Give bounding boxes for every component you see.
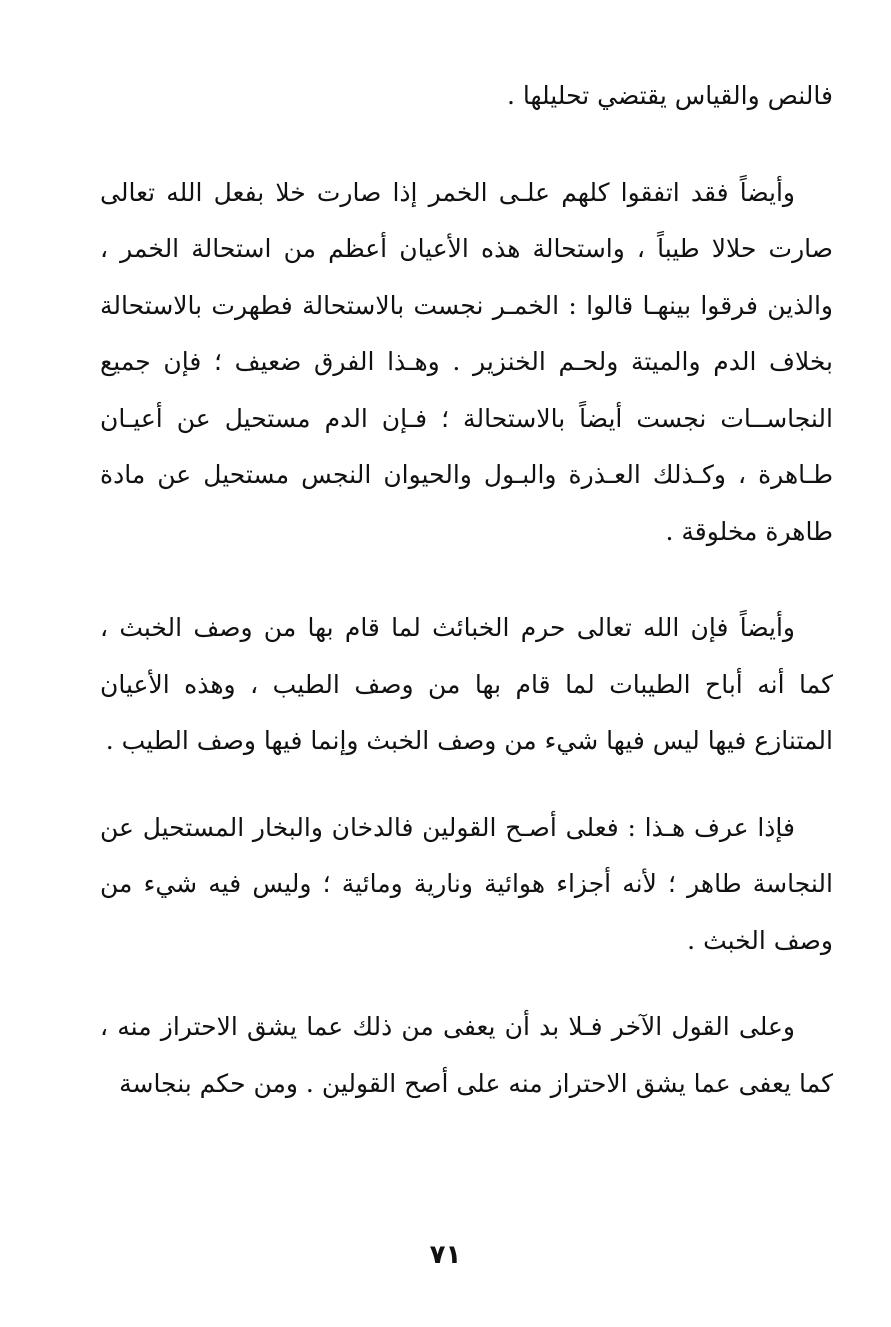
paragraph-gap (100, 560, 833, 600)
page-number: ٧١ (429, 1240, 462, 1270)
paragraph-5: وعلى القول الآخر فـلا بد أن يعفى من ذلك عما يشق الاحتراز منه ، كما يعفى عما يشق الاحتراز منه على أصح القولين . ومن حكم بنجاسة (100, 1012, 833, 1098)
paragraph-3: وأيضاً فإن الله تعالى حرم الخبائث لما قام بها من وصف الخبث ، كما أنه أباح الطيبات لما قام بها من وصف الطيب ، وهذه الأعيان المتنازع فيها ليس فيها شيء من وصف الخبث وإنما فيها وصف الطيب . (100, 613, 833, 755)
paragraph-2: وأيضاً فقد اتفقوا كلهم علـى الخمر إذا صارت خلا بفعل الله تعالى صارت حلالا طيباً ، واستحالة هذه الأعيان أعظم من استحالة الخمر ، والذين فرقوا بينهـا قالوا : الخمـر نجست بالاستحالة فطهرت بالاستحالة بخلاف الدم والميتة ولحـم الخنزير . وهـذا الفرق ضعيف ؛ فإن جميع النجاســات نجست أيضاً بالاستحالة ؛ فـإن الدم مستحيل عن أعيـان طـاهرة ، وكـذلك العـذرة والبـول والحيوان النجس مستحيل عن مادة طاهرة مخلوقة . (100, 177, 833, 546)
paragraph-1: فالنص والقياس يقتضي تحليلها . (506, 81, 833, 110)
paragraph-gap (100, 770, 833, 800)
paragraph-gap (100, 125, 833, 165)
paragraph-4: فإذا عرف هـذا : فعلى أصـح القولين فالدخان والبخار المستحيل عن النجاسة طاهر ؛ لأنه أجزاء هوائية ونارية ومائية ؛ وليس فيه شيء من وصف الخبث . (100, 812, 833, 955)
page-body (100, 68, 833, 1112)
paragraph-gap (100, 969, 833, 999)
